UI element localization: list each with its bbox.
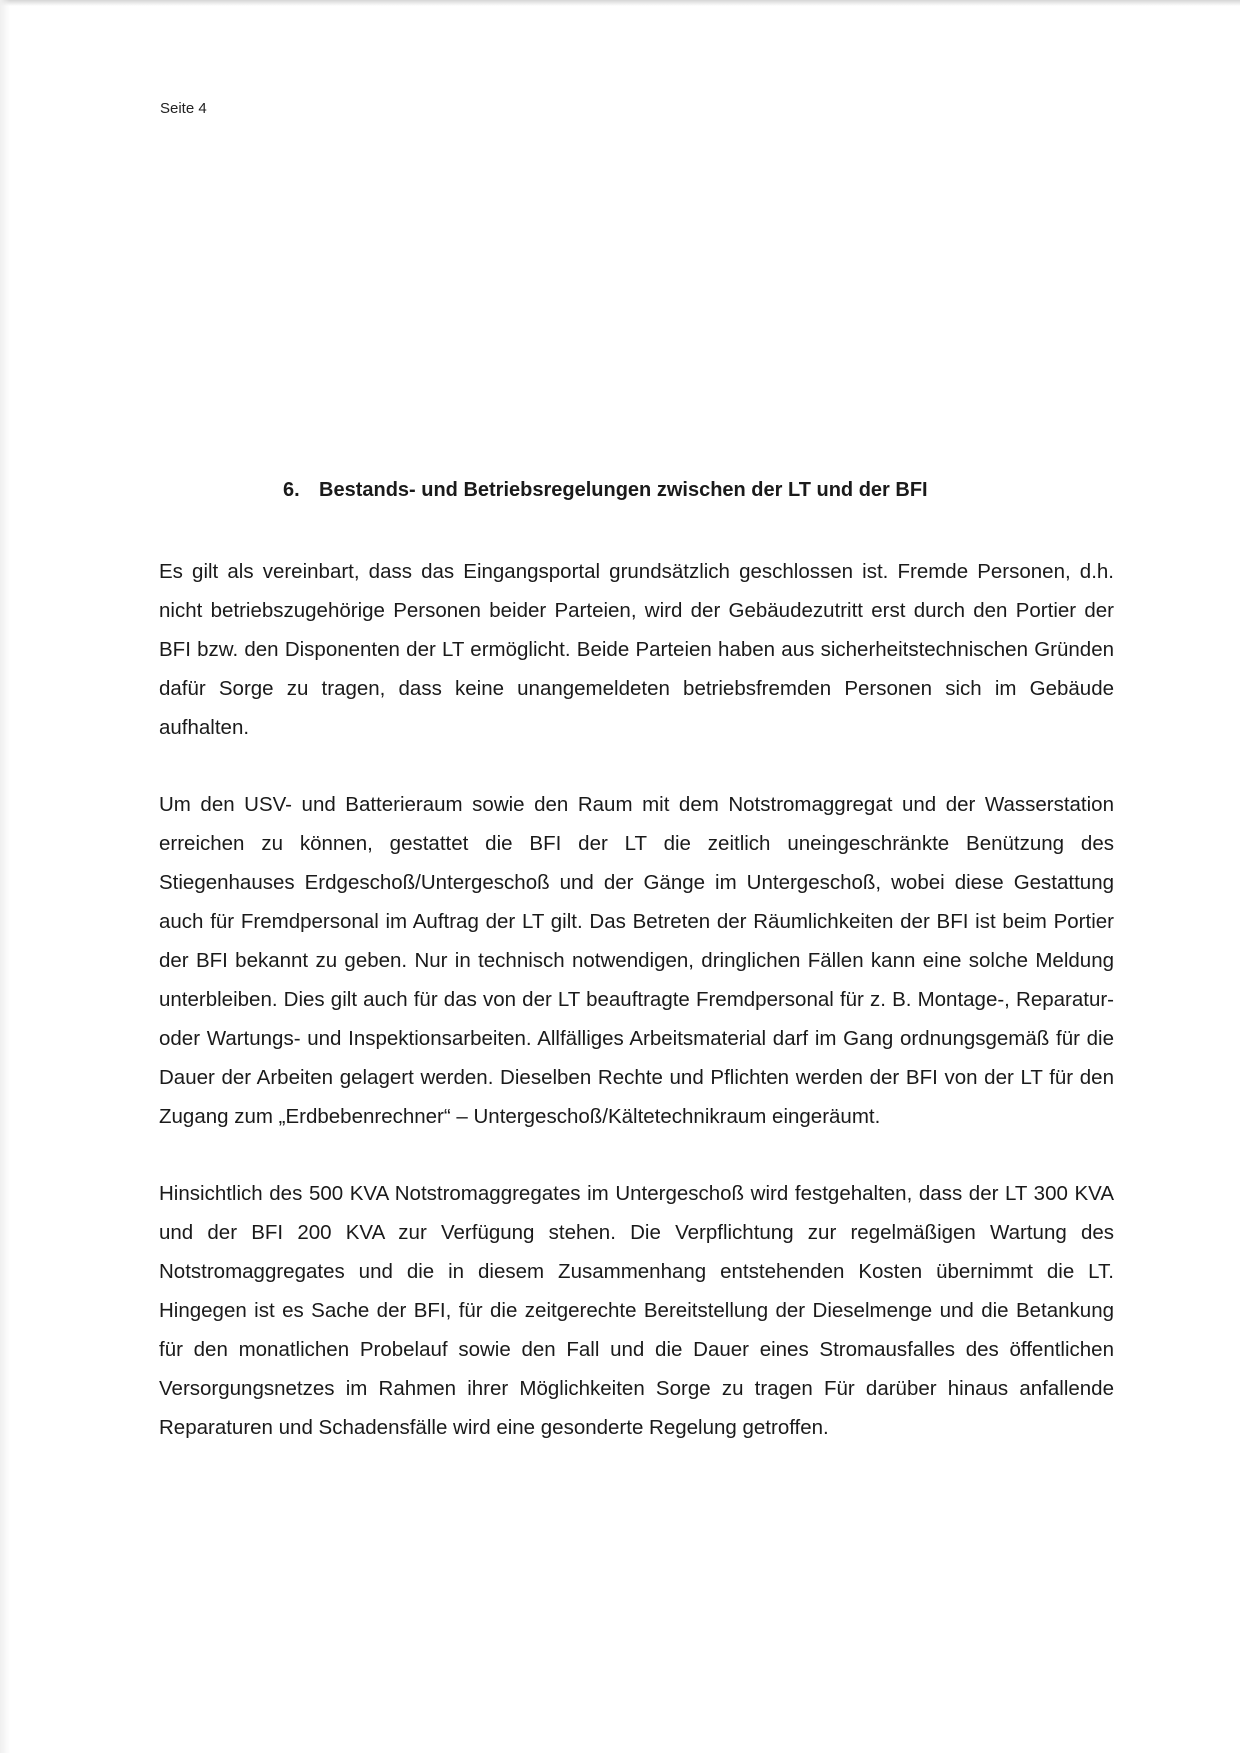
section-title: Bestands- und Betriebsregelungen zwischen der LT und der BFI [319,479,928,501]
page-number: Seite 4 [160,100,207,117]
scan-edge-top [0,0,1240,6]
section-number: 6. [283,479,300,501]
scan-edge-left [0,0,10,1753]
paragraph-usage-rights: Um den USV- und Batterieraum sowie den Raum mit dem Notstromaggregat und der Wasserstation erreichen zu können, gestattet die BFI der LT die zeitlich uneingeschränkte Benützung des Stiegenhauses Erdgeschoß/Untergeschoß und der Gänge im Untergeschoß, wobei diese Gestattung auch für Fremdpersonal im Auftrag der LT gilt. Das Betreten der Räumlichkeiten der BFI ist beim Portier der BFI bekannt zu geben. Nur in technisch notwendigen, dringlichen Fällen kann eine solche Meldung unterbleiben. Dies gilt auch für das von der LT beauftragte Fremdpersonal für z. B. Montage-, Reparatur- oder Wartungs- und Inspektionsarbeiten. Allfälliges Arbeitsmaterial darf im Gang ordnungsgemäß für die Dauer der Arbeiten gelagert werden. Dieselben Rechte und Pflichten werden der BFI von der LT für den Zugang zum „Erdbebenrechner“ – Untergeschoß/Kältetechnikraum eingeräumt. [159,793,1114,1128]
paragraph-emergency-generator: Hinsichtlich des 500 KVA Notstromaggregates im Untergeschoß wird festgehalten, dass der LT 300 KVA und der BFI 200 KVA zur Verfügung stehen. Die Verpflichtung zur regelmäßigen Wartung des Notstromaggregates und die in diesem Zusammenhang entstehenden Kosten übernimmt die LT. Hingegen ist es Sache der BFI, für die zeitgerechte Bereitstellung der Dieselmenge und die Betankung für den monatlichen Probelauf sowie den Fall und die Dauer eines Stromausfalles des öffentlichen Versorgungsnetzes im Rahmen ihrer Möglichkeiten Sorge zu tragen Für darüber hinaus anfallende Reparaturen und Schadensfälle wird eine gesonderte Regelung getroffen. [159,1182,1114,1439]
section-heading [283,474,1114,506]
paragraph-access-control: Es gilt als vereinbart, dass das Eingangsportal grundsätzlich geschlossen ist. Fremde Personen, d.h. nicht betriebszugehörige Personen beider Parteien, wird der Gebäudezutritt erst durch den Portier der BFI bzw. den Disponenten der LT ermöglicht. Beide Parteien haben aus sicherheitstechnischen Gründen dafür Sorge zu tragen, dass keine unangemeldeten betriebsfremden Personen sich im Gebäude aufhalten. [159,560,1114,739]
document-body [159,474,1114,1447]
